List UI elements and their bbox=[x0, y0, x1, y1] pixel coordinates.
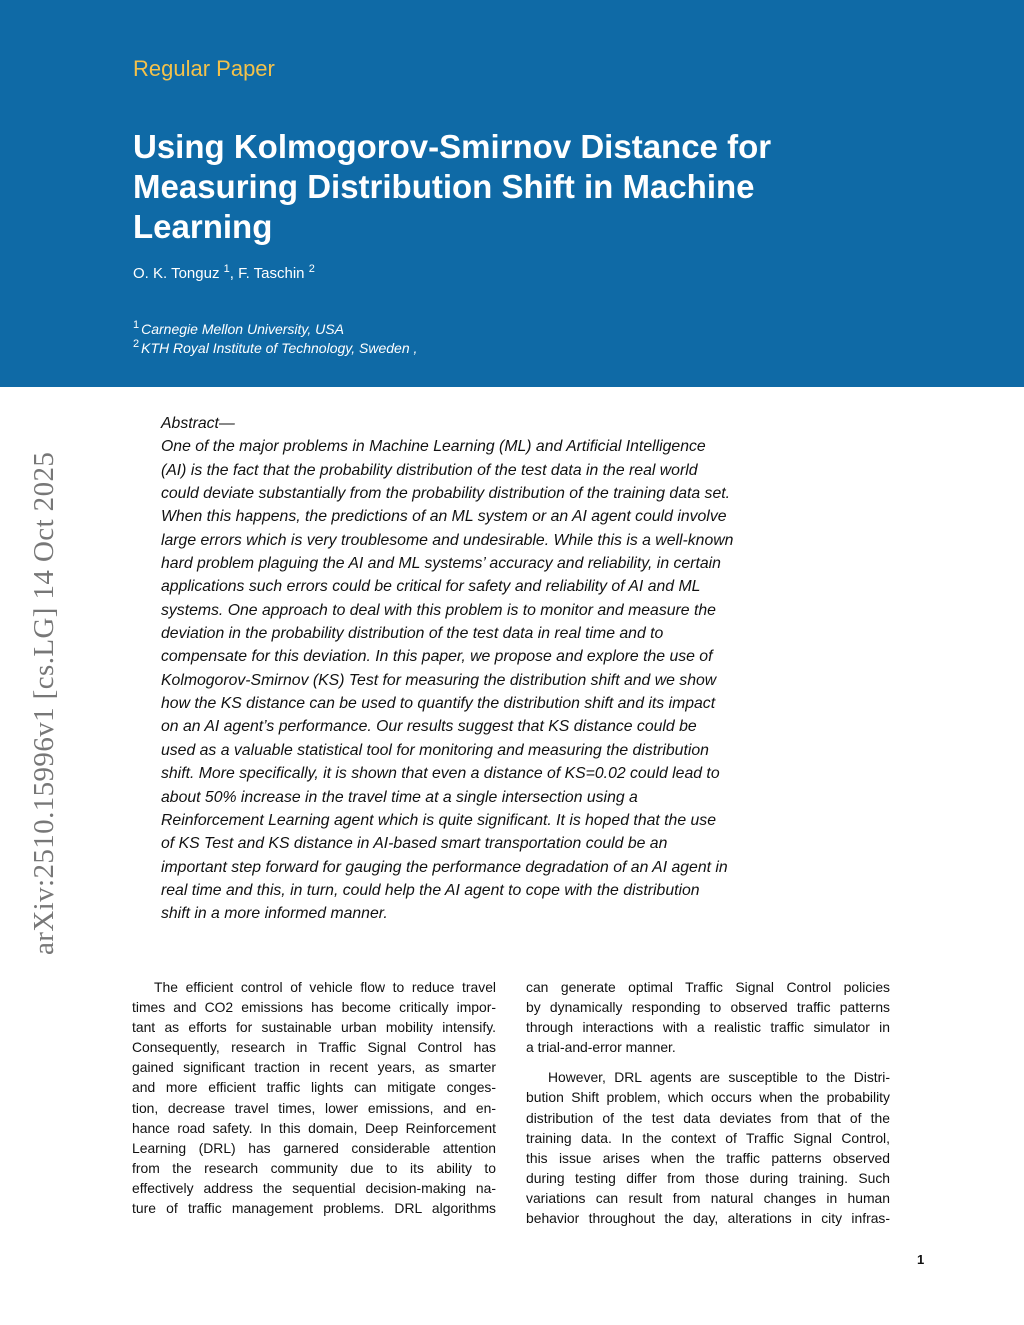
body-line: by dynamically responding to observed traffic patterns bbox=[526, 999, 890, 1016]
body-line: tion, decrease travel times, lower emissions, and en- bbox=[132, 1099, 496, 1116]
body-line: from the research community due to its ability to bbox=[132, 1159, 496, 1176]
body-line: through interactions with a realistic traffic simulator in bbox=[526, 1019, 890, 1036]
abstract-line: how the KS distance can be used to quantify the distribution shift and its impact bbox=[161, 695, 716, 713]
abstract-line: shift in a more informed manner. bbox=[161, 905, 388, 923]
body-line: behavior throughout the day, alterations in city infras- bbox=[526, 1210, 890, 1227]
abstract-line: One of the major problems in Machine Learning (ML) and Artificial Intelligence bbox=[161, 438, 706, 456]
author-list bbox=[133, 263, 315, 282]
abstract-line: deviation in the probability distribution of the test data in real time and to bbox=[161, 625, 664, 643]
abstract-line: systems. One approach to deal with this problem is to monitor and measure the bbox=[161, 601, 716, 619]
author-separator: , bbox=[229, 265, 239, 282]
body-line: effectively address the sequential decision-making na- bbox=[132, 1179, 496, 1196]
affiliation-text: KTH Royal Institute of Technology, Sweden , bbox=[141, 340, 418, 356]
abstract-line: on an AI agent’s performance. Our results suggest that KS distance could be bbox=[161, 718, 697, 736]
body-line: can generate optimal Traffic Signal Control policies bbox=[526, 979, 890, 995]
body-column-left bbox=[132, 977, 496, 1218]
body-line: training data. In the context of Traffic Signal Control, bbox=[526, 1129, 890, 1146]
body-line: times and CO2 emissions has become critically impor- bbox=[132, 999, 496, 1016]
affiliation-text: Carnegie Mellon University, USA bbox=[141, 321, 344, 337]
body-line: tant as efforts for sustainable urban mobility intensify. bbox=[132, 1019, 496, 1036]
paper-type-label: Regular Paper bbox=[133, 56, 275, 81]
body-column-right bbox=[526, 977, 890, 1228]
abstract-line: When this happens, the predictions of an ML system or an AI agent could involve bbox=[161, 508, 727, 526]
paper-title bbox=[133, 127, 833, 247]
body-line: The efficient control of vehicle flow to reduce travel bbox=[154, 979, 496, 995]
author-name: O. K. Tonguz bbox=[133, 265, 220, 282]
affiliation bbox=[133, 319, 344, 337]
body-line: ture of traffic management problems. DRL algorithms bbox=[132, 1200, 496, 1217]
abstract bbox=[161, 412, 801, 926]
body-line: bution Shift problem, which occurs when the probability bbox=[526, 1089, 890, 1106]
abstract-line: large errors which is very troublesome and undesirable. While this is a well-known bbox=[161, 531, 734, 549]
body-line: and more efficient traffic lights can mitigate conges- bbox=[132, 1079, 496, 1096]
affiliation bbox=[133, 338, 417, 356]
abstract-line: real time and this, in turn, could help the AI agent to cope with the distribution bbox=[161, 881, 700, 899]
abstract-line: about 50% increase in the travel time at a single intersection using a bbox=[161, 788, 638, 806]
abstract-line: used as a valuable statistical tool for monitoring and measuring the distribution bbox=[161, 741, 709, 759]
body-line: distribution of the test data deviates from that of the bbox=[526, 1109, 890, 1126]
abstract-line: important step forward for gauging the performance degradation of an AI agent in bbox=[161, 858, 728, 876]
abstract-line: hard problem plaguing the AI and ML systems’ accuracy and reliability, in certain bbox=[161, 555, 721, 573]
abstract-line: compensate for this deviation. In this paper, we propose and explore the use of bbox=[161, 648, 713, 666]
page-number: 1 bbox=[917, 1252, 925, 1267]
abstract-line: (AI) is the fact that the probability distribution of the test data in the real world bbox=[161, 461, 698, 479]
title-line: Measuring Distribution Shift in Machine bbox=[133, 168, 755, 205]
author-name: F. Taschin bbox=[238, 265, 305, 282]
author-affil-mark: 2 bbox=[308, 263, 315, 275]
affiliation-mark: 1 bbox=[133, 319, 140, 331]
abstract-heading: Abstract— bbox=[161, 415, 235, 432]
title-line: Learning bbox=[133, 208, 273, 245]
abstract-line: applications such errors could be critical for safety and reliability of AI and ML bbox=[161, 578, 701, 596]
body-line: gained significant traction in recent years, as smarter bbox=[132, 1059, 496, 1076]
title-line: Using Kolmogorov-Smirnov Distance for bbox=[133, 128, 772, 165]
paragraph-gap bbox=[526, 1057, 890, 1067]
body-line: during testing differ from those during training. Such bbox=[526, 1169, 890, 1186]
abstract-line: of KS Test and KS distance in AI-based smart transportation could be an bbox=[161, 835, 668, 853]
header-band bbox=[0, 0, 1024, 387]
body-line: variations can result from natural changes in human bbox=[526, 1189, 890, 1206]
body-line: hance road safety. In this domain, Deep Reinforcement bbox=[132, 1119, 496, 1136]
body-line: a trial-and-error manner. bbox=[526, 1039, 676, 1056]
body-line: Consequently, research in Traffic Signal Control has bbox=[132, 1039, 496, 1056]
abstract-line: Reinforcement Learning agent which is quite significant. It is hoped that the use bbox=[161, 811, 716, 829]
abstract-line: shift. More specifically, it is shown that even a distance of KS=0.02 could lead to bbox=[161, 765, 720, 783]
body-line: this issue arises when the traffic patterns observed bbox=[526, 1149, 890, 1166]
abstract-line: could deviate substantially from the probability distribution of the training data set. bbox=[161, 485, 731, 503]
author-affil-mark: 1 bbox=[223, 263, 230, 275]
affiliation-mark: 2 bbox=[133, 338, 140, 350]
arxiv-stamp: arXiv:2510.15996v1 [cs.LG] 14 Oct 2025 bbox=[28, 451, 60, 955]
body-line: Learning (DRL) has garnered considerable attention bbox=[132, 1139, 496, 1156]
abstract-line: Kolmogorov-Smirnov (KS) Test for measuring the distribution shift and we show bbox=[161, 671, 717, 689]
body-line: However, DRL agents are susceptible to the Distri- bbox=[548, 1069, 890, 1086]
